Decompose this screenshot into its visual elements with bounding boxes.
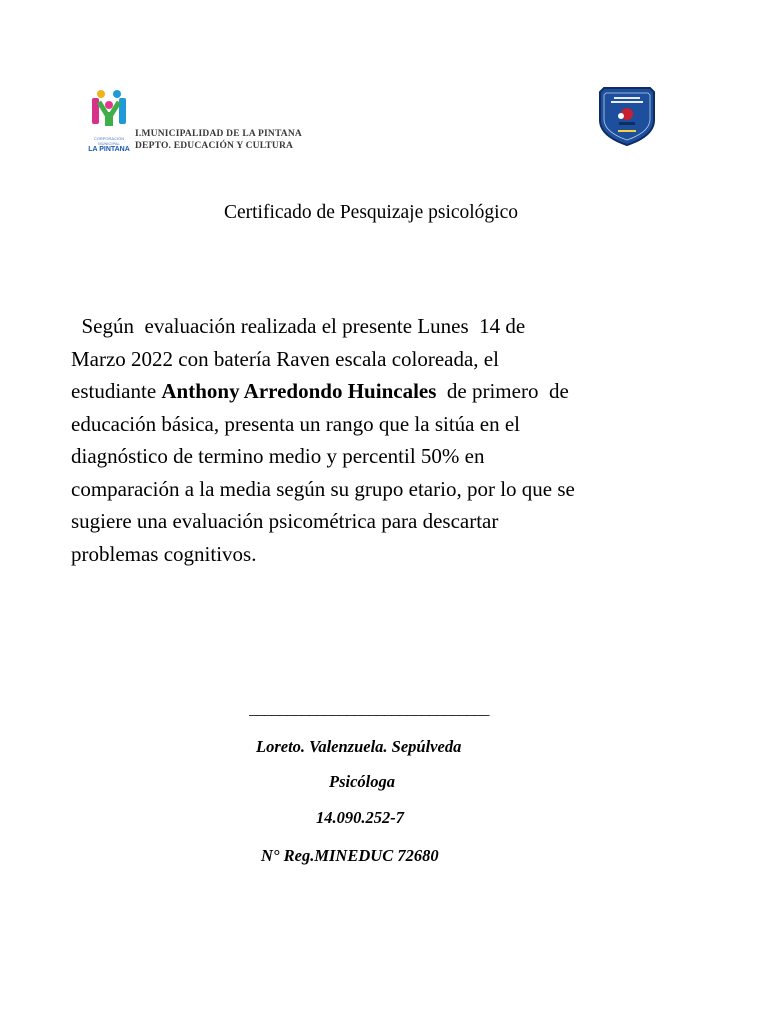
student-name: Anthony Arredondo Huincales (161, 379, 437, 403)
signatory-name: Loreto. Valenzuela. Sepúlveda (256, 737, 462, 756)
paragraph-line: diagnóstico de termino medio y percentil 50% en (71, 444, 485, 468)
certificate-title: Certificado de Pesquizaje psicológico (223, 202, 519, 223)
paragraph-line: sugiere una evaluación psicométrica para descartar (71, 509, 499, 533)
municipality-caption-name: LA PINTANA (88, 146, 130, 153)
paragraph-line (71, 375, 691, 408)
paragraph-text: estudiante (71, 379, 162, 403)
school-crest-icon (594, 82, 660, 148)
evaluation-paragraph (71, 310, 691, 570)
municipality-caption-small: CORPORACIÓN MUNICIPAL (93, 136, 125, 146)
signature-line: ________________________________ (249, 701, 489, 718)
municipality-line1: I.MUNICIPALIDAD DE LA PINTANA (135, 129, 302, 139)
municipality-caption (88, 136, 130, 154)
paragraph-line: problemas cognitivos. (71, 541, 257, 566)
municipality-line2: DEPTO. EDUCACIÓN Y CULTURA (135, 141, 294, 151)
paragraph-line: Marzo 2022 con batería Raven escala coloreada, el (71, 346, 499, 371)
signatory-registration: N° Reg.MINEDUC 72680 (261, 846, 439, 865)
paragraph-text: de primero de (436, 379, 569, 403)
paragraph-line: Según evaluación realizada el presente Lunes 14 de (71, 314, 526, 338)
signatory-role: Psicóloga (329, 772, 395, 791)
municipality-text (135, 128, 302, 152)
municipality-emblem-icon (88, 88, 130, 138)
paragraph-line: comparación a la media según su grupo etario, por lo que se (71, 476, 575, 501)
signatory-rut: 14.090.252-7 (316, 808, 404, 827)
municipality-logo (88, 84, 313, 156)
paragraph-line: educación básica, presenta un rango que la sitúa en el (71, 411, 520, 436)
